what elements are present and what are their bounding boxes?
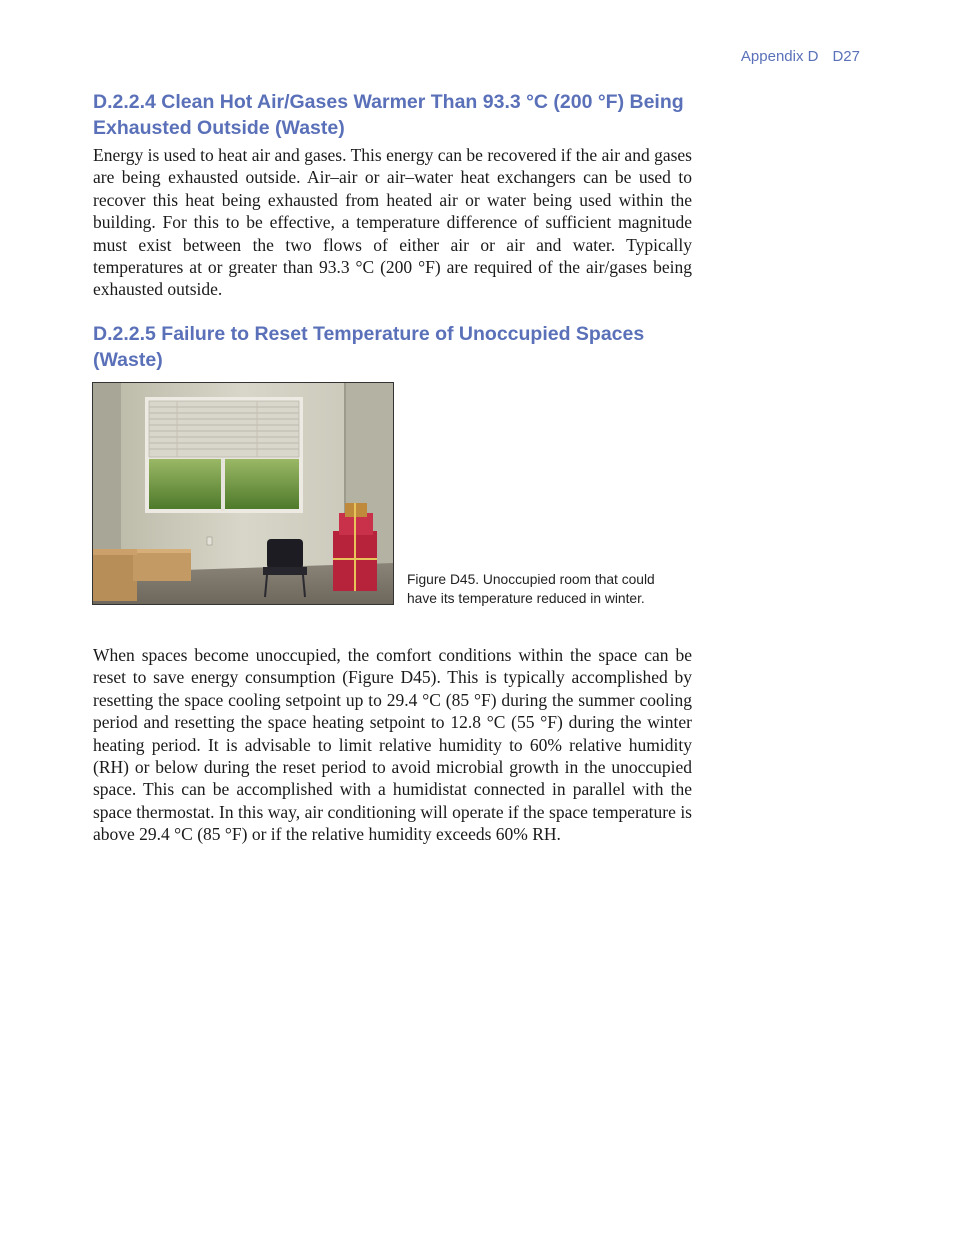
header-section: Appendix D (740, 48, 819, 65)
caption-line-1: Figure D45. Unoccupied room that could (407, 572, 655, 587)
page-number: D27 (832, 48, 860, 65)
caption-line-2: have its temperature reduced in winter. (407, 590, 645, 606)
running-header (700, 48, 860, 65)
heading-line-2: Exhausted Outside (Waste) (93, 117, 345, 139)
section-heading-d2225 (93, 321, 703, 373)
figure-caption (407, 571, 687, 608)
body-paragraph-d2225: When spaces become unoccupied, the comfort conditions within the space can be reset to save energy consumption (Figure D45). This is typically accomplished by resetting the space cooling setpoint up to 29.4 °C (85 °F) during the summer cooling period and resetting the space heating setpoint to 12.8 °C (55 °F) during the winter heating period. It is advisable to limit relative humidity to 60% relative humidity (RH) or below during the reset period to avoid microbial growth in the unoccupied space. This can be accomplished with a humidistat connected in parallel with the space thermostat. In this way, air conditioning will operate if the space temperature is above 29.4 °C (85 °F) or if the relative humidity exceeds 60% RH. (93, 645, 692, 845)
heading-line-1: D.2.2.5 Failure to Reset Temperature of Unoccupied Spaces (93, 323, 645, 345)
heading-line-1: D.2.2.4 Clean Hot Air/Gases Warmer Than 93.3 °C (200 °F) Being (93, 91, 684, 113)
body-paragraph-d2224: Energy is used to heat air and gases. This energy can be recovered if the air and gases are being exhausted outside. Air–air or air–water heat exchangers can be used to recover this heat being exhausted from heated air or water being used within the building. For this to be effective, a temperature difference of sufficient magnitude must exist between the two flows of either air or air and water. Typically temperatures at or greater than 93.3 °C (200 °F) are required of the air/gases being exhausted outside. (93, 145, 692, 300)
section-heading-d2224 (93, 89, 703, 141)
figure-photo-unoccupied-room (93, 383, 393, 604)
heading-line-2: (Waste) (93, 349, 163, 371)
